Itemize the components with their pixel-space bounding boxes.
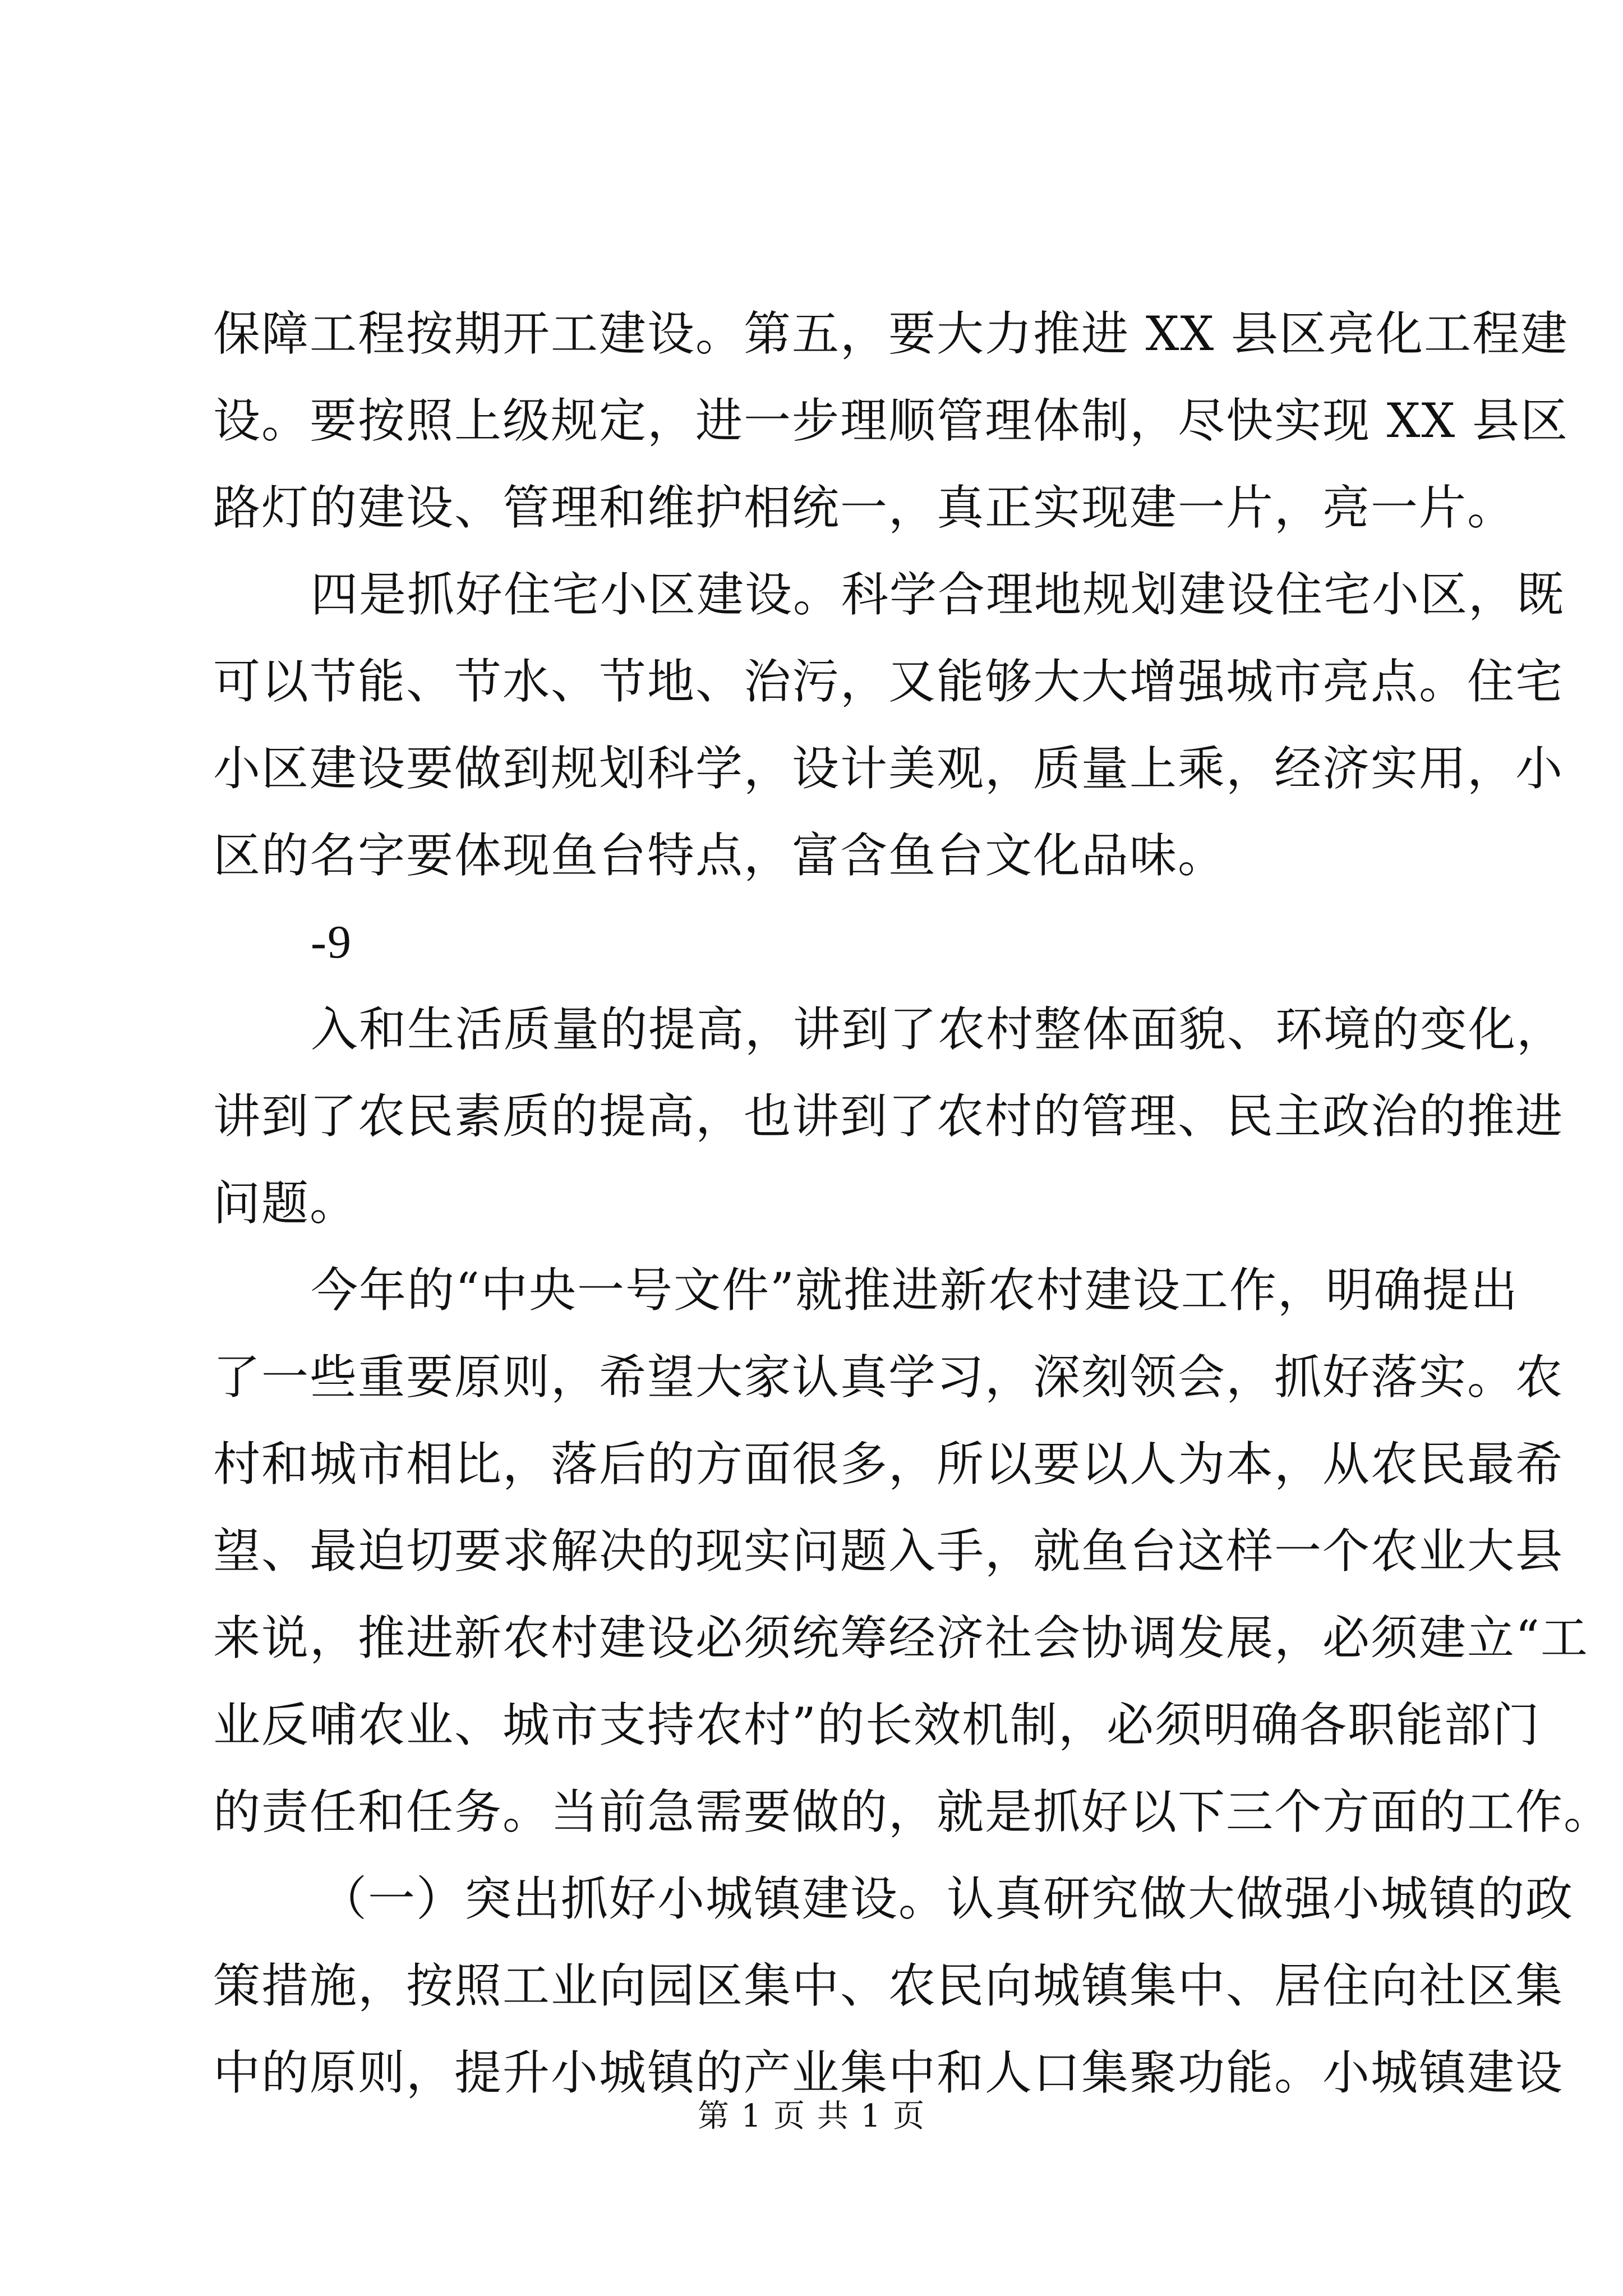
- body-text-line: 村和城市相比，落后的方面很多，所以要以人为本，从农民最希: [213, 1437, 1564, 1492]
- body-text-line: 小区建设要做到规划科学，设计美观，质量上乘，经济实用，小: [213, 741, 1564, 796]
- body-text-line: 策措施，按照工业向园区集中、农民向城镇集中、居住向社区集: [213, 1958, 1564, 2013]
- paragraph-first-line: 四是抓好住宅小区建设。科学合理地规划建设住宅小区，既: [311, 567, 1565, 622]
- body-text-line: 来说，推进新农村建设必须统筹经济社会协调发展，必须建立“工: [213, 1611, 1589, 1665]
- section-heading-line: （一）突出抓好小城镇建设。认真研究做大做强小城镇的政: [320, 1871, 1574, 1926]
- body-text-line: 可以节能、节水、节地、治污，又能够大大增强城市亮点。住宅: [213, 654, 1564, 709]
- body-text-line: 区的名字要体现鱼台特点，富含鱼台文化品味。: [213, 828, 1227, 883]
- body-text-line: 中的原则，提升小城镇的产业集中和人口集聚功能。小城镇建设: [213, 2045, 1564, 2100]
- page-footer: 第 1 页 共 1 页: [697, 2098, 926, 2134]
- body-text-line: 路灯的建设、管理和维护相统一，真正实现建一片，亮一片。: [213, 480, 1516, 535]
- paragraph-first-line: 入和生活质量的提高，讲到了农村整体面貌、环境的变化，: [311, 1002, 1565, 1057]
- body-text-line: 业反哺农业、城市支持农村”的长效机制，必须明确各职能部门: [213, 1697, 1541, 1752]
- body-text-line: 了一些重要原则，希望大家认真学习，深刻领会，抓好落实。农: [213, 1350, 1564, 1405]
- body-text-line: 设。要按照上级规定，进一步理顺管理体制，尽快实现 XX 县区: [213, 393, 1569, 448]
- body-text-line: 问题。: [213, 1176, 358, 1231]
- paragraph-first-line: 今年的“中央一号文件”就推进新农村建设工作，明确提出: [311, 1263, 1519, 1318]
- body-text-line: 保障工程按期开工建设。第五，要大力推进 XX 县区亮化工程建: [213, 306, 1569, 361]
- body-text-line: 望、最迫切要求解决的现实问题入手，就鱼台这样一个农业大县: [213, 1524, 1564, 1579]
- body-text-line: 讲到了农民素质的提高，也讲到了农村的管理、民主政治的推进: [213, 1089, 1564, 1144]
- page-marker: -9: [311, 916, 352, 968]
- body-text-line: 的责任和任务。当前急需要做的，就是抓好以下三个方面的工作。: [213, 1784, 1612, 1839]
